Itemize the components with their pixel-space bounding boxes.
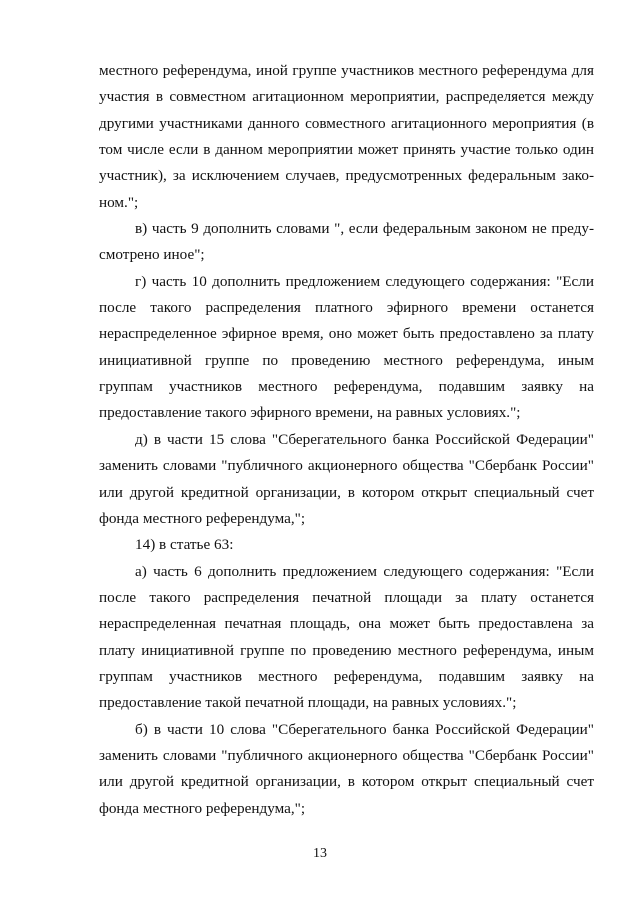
paragraph-item-14: 14) в статье 63: bbox=[135, 536, 234, 554]
paragraph-item-v: в) часть 9 дополнить словами ", если федеральным законом не предусмотрено иное"; bbox=[99, 220, 594, 264]
paragraph-item-b: б) в части 10 слова "Сберегательного банка Российской Федерации" заменить словами "публичного акционерного общества "Сбербанк России" или другой кредитной организации, в котором открыт специальный счет фонда местного референдума,"; bbox=[99, 720, 594, 817]
paragraph-item-a: а) часть 6 дополнить предложением следующего содержания: "Если после такого распределения печатной площади за плату останется нераспределенная печатная площадь, она может быть предоставлена за плату инициативной группе по проведению местного референдума, иным группам участников местного референдума, подавшим заявку на предоставление такой печатной площади, на равных условиях."; bbox=[99, 562, 594, 712]
paragraph-item-g: г) часть 10 дополнить предложением следующего содержания: "Если после такого распределения платного эфирного времени останется нераспределенное эфирное время, оно может быть предоставлено за плату инициативной группе по проведению местного референдума, иным группам участников местного референдума, подавшим заявку на предоставление такого эфирного времени, на равных условиях."; bbox=[99, 272, 594, 422]
paragraph-item-d: д) в части 15 слова "Сберегательного банка Российской Федерации" заменить словами "публичного акционерного общества "Сбербанк России" или другой кредитной организации, в котором открыт специальный счет фонда местного референдума,"; bbox=[99, 430, 594, 527]
document-body bbox=[99, 58, 594, 822]
paragraph-continuation: местного референдума, иной группе участников местного референдума для участия в совместном агитационном мероприятии, распределяется между другими участниками данного совместного агитационного мероприятия (в том числе если в данном мероприятии может принять участие только один участник), за исключением случаев, предусмотренных федеральным законом."; bbox=[99, 62, 594, 211]
page-number: 13 bbox=[313, 846, 327, 861]
